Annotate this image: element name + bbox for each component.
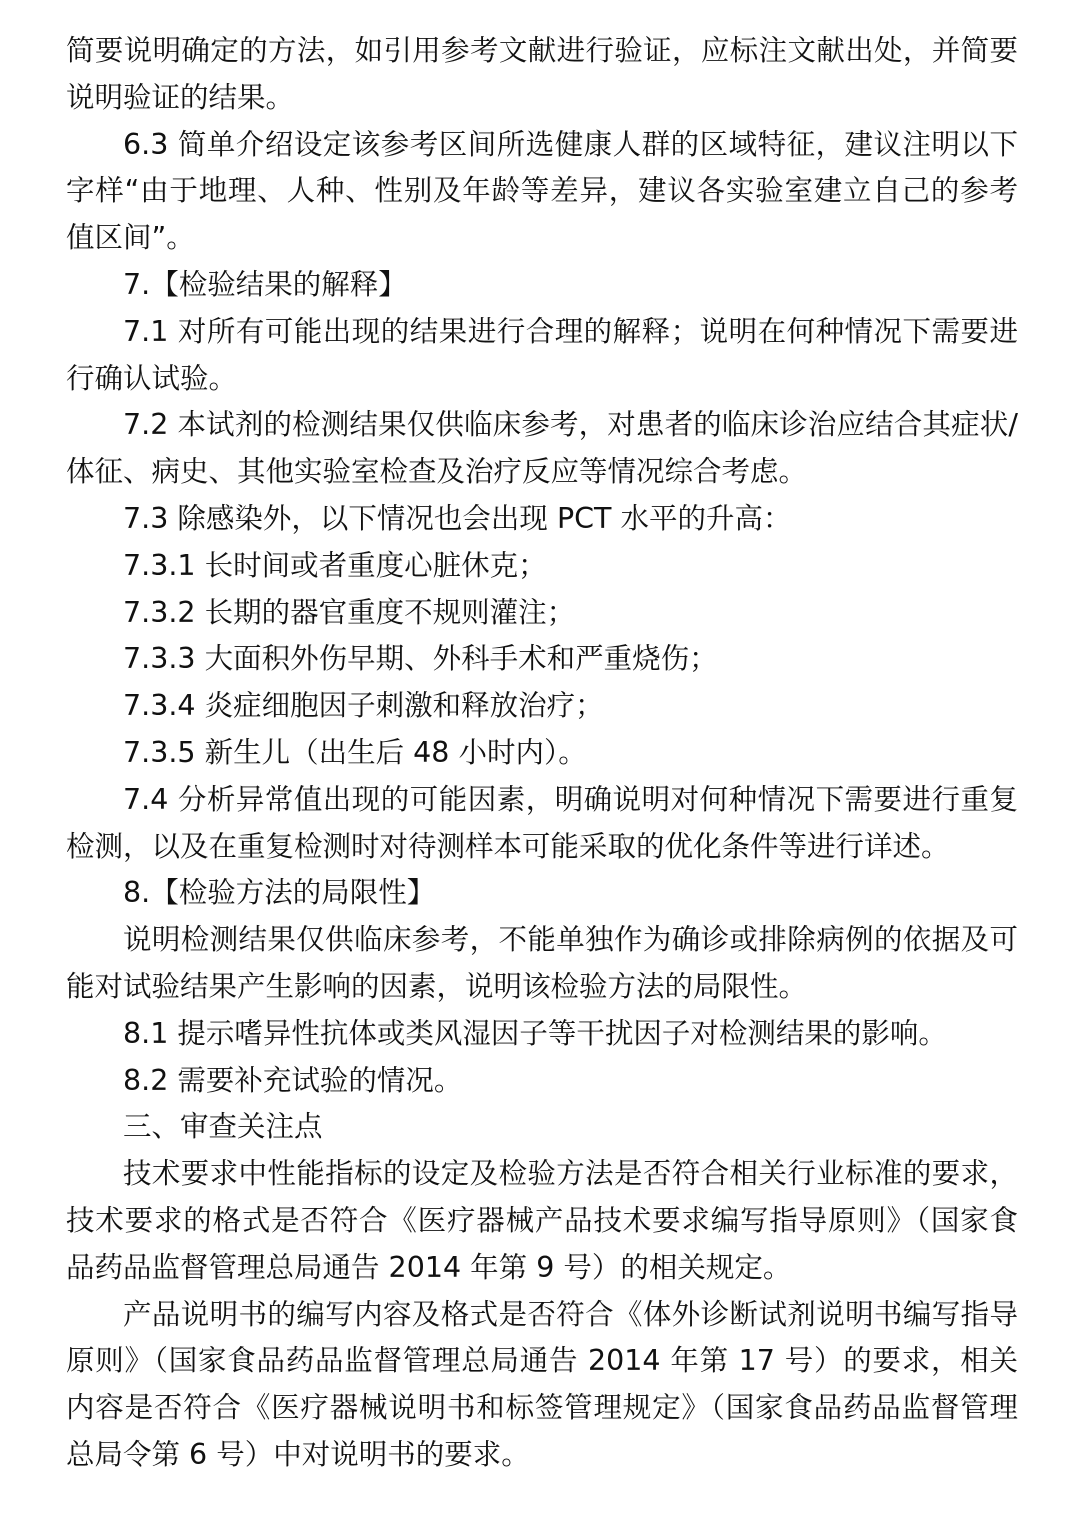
paragraph-7-3-5: 7.3.5 新生儿（出生后 48 小时内）。 — [123, 735, 587, 769]
paragraph-validation-method: 简要说明确定的方法，如引用参考文献进行验证，应标注文献出处，并简要说明验证的结果。 — [66, 34, 1018, 114]
paragraph-review-tech-requirements: 技术要求中性能指标的设定及检验方法是否符合相关行业标准的要求，技术要求的格式是否符合《医疗器械产品技术要求编写指导原则》（国家食品药品监督管理总局通告 2014 年第 9 号）的相关规定。 — [66, 1157, 1018, 1284]
section-heading-8: 8.【检验方法的局限性】 — [123, 876, 436, 910]
section-heading-7: 7.【检验结果的解释】 — [123, 267, 407, 301]
paragraph-7-3-4: 7.3.4 炎症细胞因子刺激和释放治疗； — [123, 689, 604, 723]
paragraph-review-instructions: 产品说明书的编写内容及格式是否符合《体外诊断试剂说明书编写指导原则》（国家食品药品监督管理总局通告 2014 年第 17 号）的要求，相关内容是否符合《医疗器械说明书和标签管理规定》（国家食品药品监督管理总局令第 6 号）中对说明书的要求。 — [66, 1297, 1018, 1471]
paragraph-7-2: 7.2 本试剂的检测结果仅供临床参考，对患者的临床诊治应结合其症状/体征、病史、其他实验室检查及治疗反应等情况综合考虑。 — [66, 408, 1018, 489]
paragraph-7-3-3: 7.3.3 大面积外伤早期、外科手术和严重烧伤； — [123, 642, 718, 676]
paragraph-8-intro: 说明检测结果仅供临床参考，不能单独作为确诊或排除病例的依据及可能对试验结果产生影响的因素，说明该检验方法的局限性。 — [66, 923, 1018, 1003]
paragraph-6-3: 6.3 简单介绍设定该参考区间所选健康人群的区域特征，建议注明以下字样“由于地理、人种、性别及年龄等差异，建议各实验室建立自己的参考值区间”。 — [66, 127, 1018, 255]
paragraph-8-2: 8.2 需要补充试验的情况。 — [123, 1063, 463, 1097]
section-heading-3: 三、审查关注点 — [123, 1110, 323, 1144]
paragraph-7-3-2: 7.3.2 长期的器官重度不规则灌注； — [123, 595, 576, 629]
paragraph-7-1: 7.1 对所有可能出现的结果进行合理的解释；说明在何种情况下需要进行确认试验。 — [66, 314, 1018, 395]
paragraph-8-1: 8.1 提示嗜异性抗体或类风湿因子等干扰因子对检测结果的影响。 — [123, 1016, 947, 1050]
paragraph-7-3: 7.3 除感染外，以下情况也会出现 PCT 水平的升高： — [123, 501, 792, 535]
paragraph-7-3-1: 7.3.1 长时间或者重度心脏休克； — [123, 548, 547, 582]
paragraph-7-4: 7.4 分析异常值出现的可能因素，明确说明对何种情况下需要进行重复检测，以及在重复检测时对待测样本可能采取的优化条件等进行详述。 — [66, 782, 1018, 863]
